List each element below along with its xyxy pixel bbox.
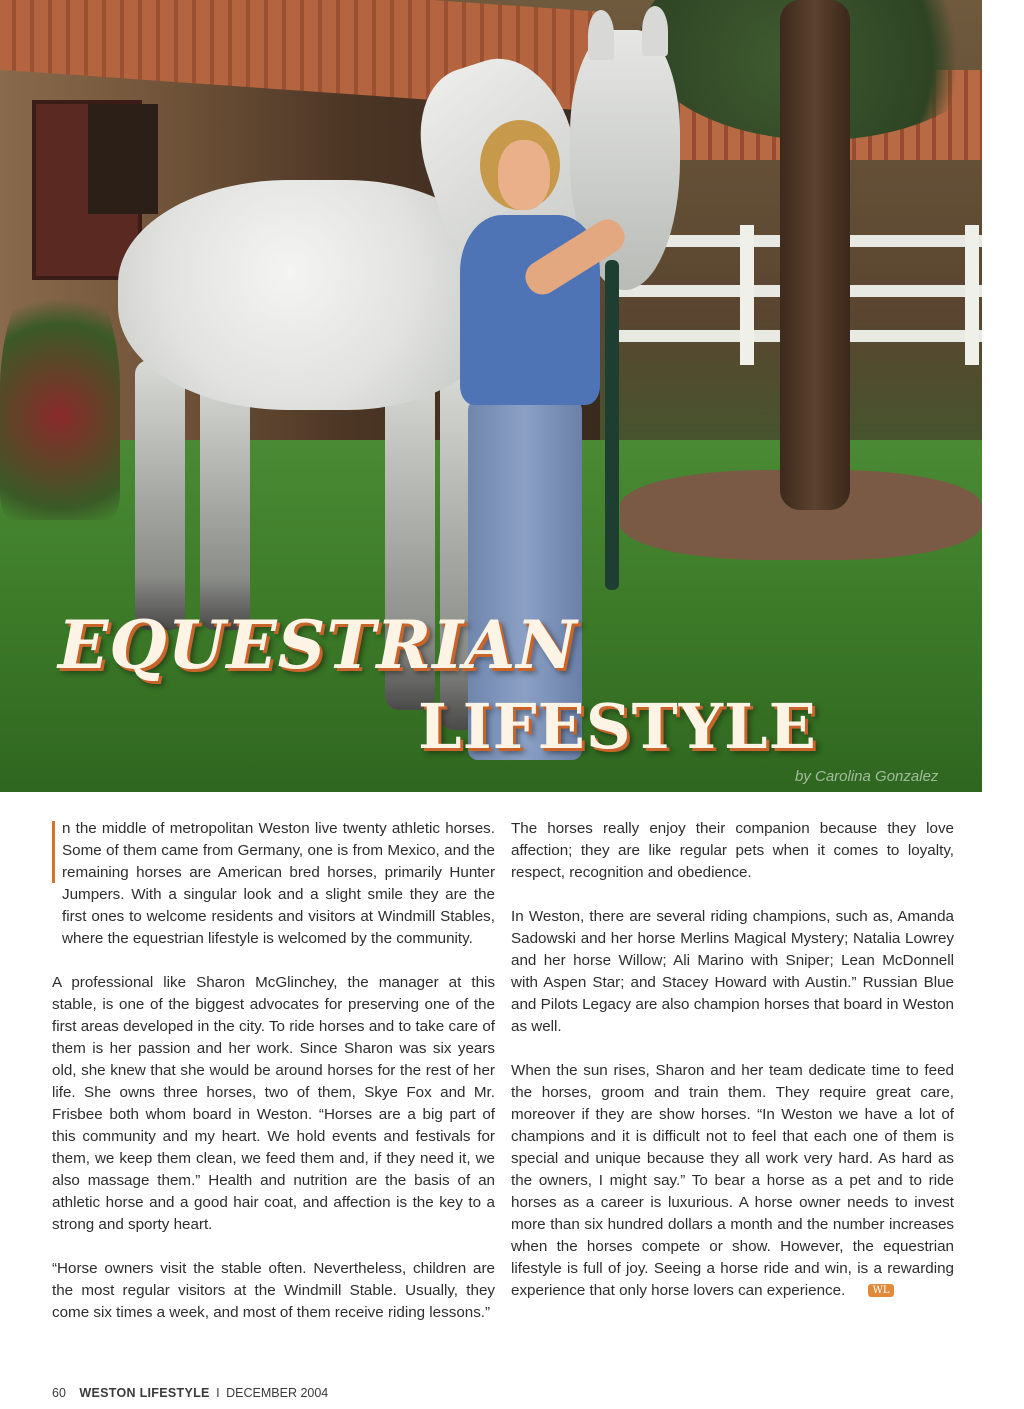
page-footer (52, 1386, 328, 1400)
lead-rope (605, 260, 619, 590)
article-column-left (52, 818, 495, 1346)
headline-line-1: EQUESTRIAN (58, 606, 578, 684)
issue-date: DECEMBER 2004 (226, 1386, 329, 1400)
paragraph-text: n the middle of metropolitan Weston live twenty athletic horses. Some of them came from Germany, one is from Mexico, and the remaining horses are American bred horses, primarily Hunter Jumpers. With a singular look and a slight smile they are the first ones to welcome residents and visitors at Windmill Stables, where the equestrian lifestyle is welcomed by the community. (62, 820, 495, 947)
end-mark-logo: WL (868, 1284, 895, 1297)
article-paragraph: In Weston, there are several riding champions, such as, Amanda Sadowski and her horse Merlins Magical Mystery; Natalia Lowrey and her horse Willow; Ali Marino with Sniper; Lean McDonnell with Aspen Star; and Stacey Howard with Austin.” Russian Blue and Pilots Legacy are also champion horses that board in Weston as well. (511, 908, 954, 1035)
footer-separator: I (216, 1386, 220, 1400)
article-paragraph (52, 818, 495, 950)
article-paragraph: “Horse owners visit the stable often. Nevertheless, children are the most regular visitors at the Windmill Stable. Usually, they come six times a week, and most of them receive riding lessons.” (52, 1260, 495, 1321)
page-number: 60 (52, 1386, 66, 1400)
paragraph-text: When the sun rises, Sharon and her team dedicate time to feed the horses, groom and train them. They require great care, moreover if they are show horses. “In Weston we have a lot of champions and it is difficult not to feel that each one of them is special and unique because they all work very hard. As hard as the owners, I might say.” To bear a horse as a pet and to ride horses as a career is luxurious. A horse owner needs to invest more than six hundred dollars a month and the number increases when the horses compete or show. However, the equestrian lifestyle is full of joy. Seeing a horse ride and win, is a rewarding experience that only horse lovers can experience. (511, 1062, 954, 1299)
barn-window (88, 104, 158, 214)
drop-cap-bar (52, 821, 55, 883)
horse-leg (200, 370, 250, 630)
tree-trunk (780, 0, 850, 510)
magazine-name: WESTON LIFESTYLE (79, 1386, 210, 1400)
article-paragraph (511, 1060, 954, 1302)
byline: by Carolina Gonzalez (795, 768, 939, 785)
article-paragraph: A professional like Sharon McGlinchey, the manager at this stable, is one of the biggest advocates for preserving one of the first areas developed in the city. To ride horses and to take care of them is her passion and her work. Since Sharon was six years old, she knew that she would be around horses for the rest of her life. She owns three horses, two of them, Skye Fox and Mr. Frisbee both whom board in Weston. “Horses are a big part of this community and my heart. We hold events and festivals for them, we keep them clean, we feed them and, if they need it, we also massage them.” Health and nutrition are the basis of an athletic horse and a good hair coat, and affection is the key to a strong and sporty heart. (52, 974, 495, 1233)
horse-leg (135, 360, 185, 630)
red-plant (0, 260, 120, 520)
person-face (498, 140, 550, 210)
article-paragraph: The horses really enjoy their companion because they love affection; they are like regular pets when it comes to loyalty, respect, recognition and obedience. (511, 820, 954, 881)
headline-line-2: LIFESTYLE (418, 690, 817, 763)
article-column-right (511, 818, 954, 1324)
